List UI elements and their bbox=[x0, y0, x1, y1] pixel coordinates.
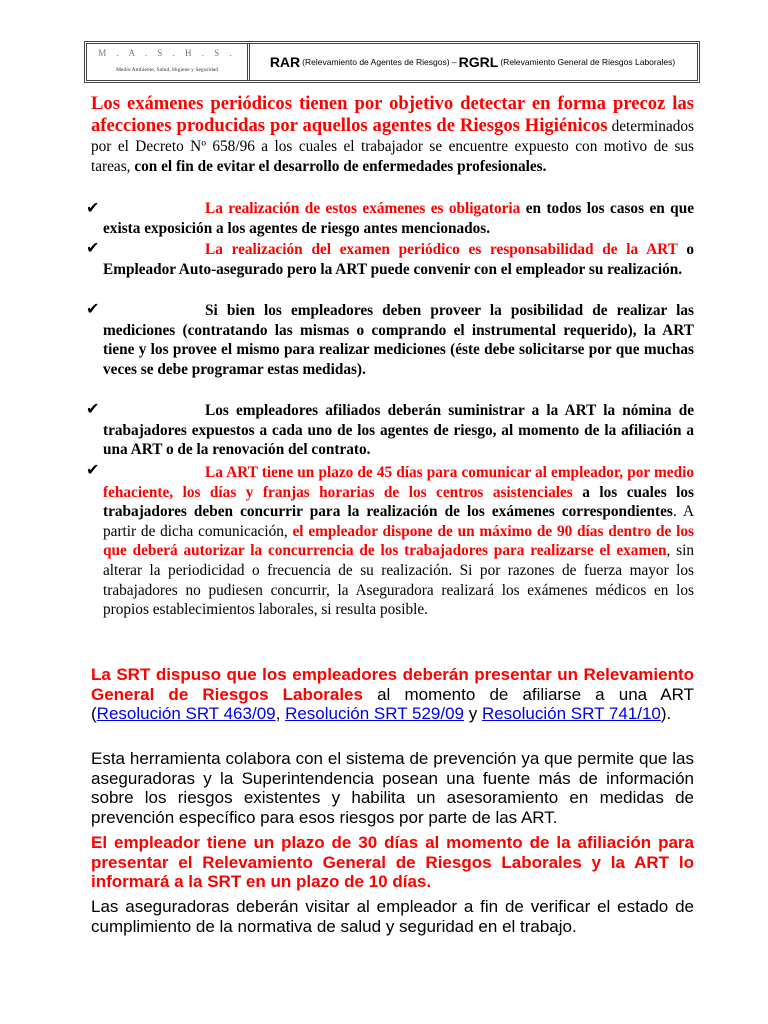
item-text: en todos los casos en que exista exposición a los agentes de riesgo antes mencionados. bbox=[103, 200, 694, 237]
resolucion-463-link[interactable]: Resolución SRT 463/09 bbox=[96, 704, 276, 724]
check-icon: ✔ bbox=[86, 238, 100, 257]
item-text: o Empleador Auto-asegurado pero la ART puede convenir con el empleador su realización. bbox=[103, 241, 694, 278]
intro-lead: Los exámenes periódicos tienen por objetivo detectar en forma precoz las afecciones producidas por aquellos agentes de Riesgos Higiénicos bbox=[91, 93, 694, 136]
rar-title: RAR bbox=[269, 54, 301, 70]
document-header bbox=[84, 41, 700, 83]
srt-red-text: La SRT dispuso que los empleadores deberán presentar un Relevamiento General de Riesgos Laborales bbox=[91, 665, 694, 704]
item-text: , sin alterar la periodicidad o frecuencia de su realización. Si por razones de fuerza mayor los trabajadores no pudiesen concurrir, la Aseguradora realizará los exámenes médicos en los propios establecimientos laborales, si resulta posible. bbox=[103, 542, 695, 619]
org-subtitle: Medio Ambiente, Salud, Higiene y Seguridad bbox=[115, 67, 219, 73]
srt-paragraph bbox=[91, 665, 694, 724]
check-icon: ✔ bbox=[86, 299, 100, 318]
resolucion-529-link[interactable]: Resolución SRT 529/09 bbox=[285, 704, 464, 724]
srt-deadline-paragraph: El empleador tiene un plazo de 30 días al momento de la afiliación para presentar el Relevamiento General de Riesgos Laborales y la ART lo informará a la SRT en un plazo de 10 días. bbox=[91, 833, 694, 892]
header-title-box bbox=[250, 44, 697, 80]
item-text: Los empleadores afiliados deberán suministrar a la ART la nómina de trabajadores expuestos a cada uno de los agentes de riesgo, al momento de la afiliación a una ART o de la renovación del contrato. bbox=[103, 402, 694, 459]
item-text: Si bien los empleadores deben proveer la posibilidad de realizar las mediciones (contratando las mismas o comprando el instrumental requerido), la ART tiene y los provee el mismo para realizar mediciones (éste debe solicitarse por que muchas veces se debe programar estas medidas). bbox=[103, 302, 694, 378]
list-item bbox=[103, 301, 694, 379]
srt-tool-paragraph: Esta herramienta colabora con el sistema de prevención ya que permite que las aseguradoras y la Superintendencia posean una fuente más de información sobre los riesgos existentes y habilita un asesoramiento en medidas de prevención específico para esos riesgos por parte de las ART. bbox=[91, 749, 694, 827]
header-org-box bbox=[87, 44, 250, 80]
check-icon: ✔ bbox=[86, 399, 100, 418]
list-item bbox=[103, 463, 694, 620]
list-item bbox=[103, 199, 694, 238]
item-red-text: La realización del examen periódico es responsabilidad de la ART bbox=[205, 241, 678, 258]
srt-text-end: ). bbox=[660, 704, 672, 724]
rgrl-title: RGRL bbox=[458, 54, 499, 70]
rar-description: (Relevamiento de Agentes de Riesgos) – bbox=[302, 57, 457, 67]
item-red-text: La realización de estos exámenes es obligatoria bbox=[205, 200, 521, 217]
check-icon: ✔ bbox=[86, 460, 100, 479]
item-text: . A partir de dicha comunicación, bbox=[103, 503, 694, 540]
intro-mid: determinados por el Decreto Nº 658/96 a los cuales el trabajador se encuentre expuesto con motivo de sus tareas, bbox=[91, 118, 694, 175]
list-item bbox=[103, 240, 694, 279]
separator: , bbox=[275, 704, 286, 724]
item-red-text: el empleador dispone de un máximo de 90 días dentro de los que deberá autorizar la concurrencia de los trabajadores para realizarse el examen bbox=[103, 522, 694, 560]
rgrl-description: (Relevamiento General de Riesgos Laborales) bbox=[500, 57, 676, 67]
item-bold-text: a los cuales los trabajadores deben concurrir para la realización de los exámenes correspondientes bbox=[103, 483, 694, 521]
separator: y bbox=[464, 704, 482, 724]
intro-paragraph bbox=[91, 93, 694, 176]
intro-end: con el fin de evitar el desarrollo de enfermedades profesionales. bbox=[134, 157, 547, 175]
item-red-text: La ART tiene un plazo de 45 días para comunicar al empleador, por medio fehaciente, los días y franjas horarias de los centros asistenciales bbox=[103, 464, 694, 501]
srt-text: al momento de afiliarse a una ART ( bbox=[91, 684, 694, 724]
check-icon: ✔ bbox=[86, 198, 100, 217]
list-item bbox=[103, 401, 694, 460]
srt-visit-paragraph: Las aseguradoras deberán visitar al empleador a fin de verificar el estado de cumplimiento de la normativa de salud y seguridad en el trabajo. bbox=[91, 897, 694, 936]
org-acronym: M . A . S . H . S . bbox=[98, 48, 236, 58]
resolucion-741-link[interactable]: Resolución SRT 741/10 bbox=[481, 704, 661, 724]
